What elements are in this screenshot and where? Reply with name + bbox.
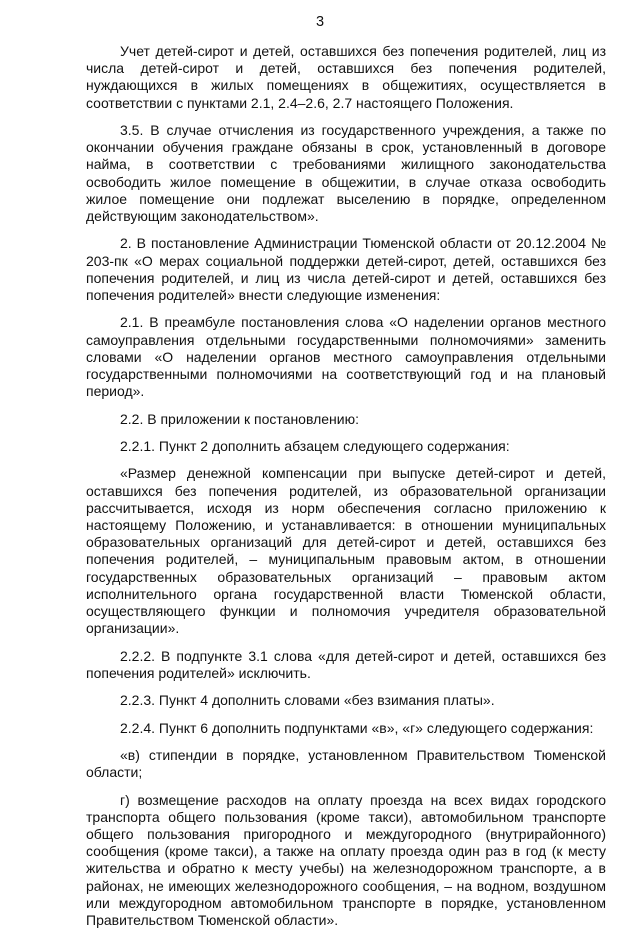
paragraph-orphan-accounting: Учет детей-сирот и детей, оставшихся без попечения родителей, лиц из числа детей-сирот и детей, оставшихся без попечения родителей, нуждающихся в жилых помещениях в общежитиях, осуществляется в соответствии с пунктами 2.1, 2.4–2.6, 2.7 настоящего Положения. [86, 43, 606, 111]
document-body [86, 43, 606, 939]
paragraph-compensation: «Размер денежной компенсации при выпуске детей-сирот и детей, оставшихся без попечения родителей, из образовательной организации рассчитывается, исходя из норм обеспечения согласно приложению к настоящему Положению, и устанавливается: в отношении муниципальных образовательных организаций для детей-сирот и детей, оставшихся без попечения родителей, – муниципальным правовым актом, в отношении государственных образовательных организаций – правовым актом исполнительного органа государственной власти Тюменской области, осуществляющего функции и полномочия учредителя образовательной организации». [86, 465, 606, 637]
paragraph-2-2-3: 2.2.3. Пункт 4 дополнить словами «без взимания платы». [120, 692, 495, 709]
paragraph-2-resolution: 2. В постановление Администрации Тюменской области от 20.12.2004 № 203-пк «О мерах социальной поддержки детей-сирот, детей, оставшихся без попечения родителей, и лиц из числа детей-сирот и детей, оставшихся без попечения родителей» внести следующие изменения: [86, 235, 606, 304]
paragraph-2-2: 2.2. В приложении к постановлению: [120, 410, 359, 427]
paragraph-2-2-1: 2.2.1. Пункт 2 дополнить абзацем следующего содержания: [120, 438, 510, 454]
paragraph-2-2-4: 2.2.4. Пункт 6 дополнить подпунктами «в», «г» следующего содержания: [120, 719, 594, 736]
page-number: 3 [315, 14, 325, 30]
paragraph-2-1: 2.1. В преамбуле постановления слова «О наделении органов местного самоуправления отдельными государственными полномочиями» заменить словами «О наделении органов местного самоуправления отдельными государственными полномочиями на соответствующий год и на плановый период». [86, 314, 606, 400]
paragraph-subpoint-g: г) возмещение расходов на оплату проезда на всех видах городского транспорта общего пользования (кроме такси), автомобильном транспорте общего пользования пригородного и междугородного (внутрирайонного) сообщения (кроме такси), а также на оплату проезда один раз в год (к месту жительства и обратно к месту учебы) на железнодорожном транспорте, а в районах, не имеющих железнодорожного сообщения, – на водном, воздушном или междугородном автомобильном транспорте в порядке, установленном Правительством Тюменской области». [86, 791, 606, 928]
paragraph-subpoint-v: «в) стипендии в порядке, установленном Правительством Тюменской области; [86, 746, 606, 781]
paragraph-3-5: 3.5. В случае отчисления из государственного учреждения, а также по окончании обучения граждане обязаны в срок, установленный в договоре найма, в соответствии с требованиями жилищного законодательства освободить жилое помещение в общежитии, в случае отказа освободить жилое помещение они подлежат выселению в порядке, определенном действующим законодательством». [86, 122, 606, 225]
paragraph-2-2-2: 2.2.2. В подпункте 3.1 слова «для детей-сирот и детей, оставшихся без попечения родителей» исключить. [86, 647, 606, 681]
